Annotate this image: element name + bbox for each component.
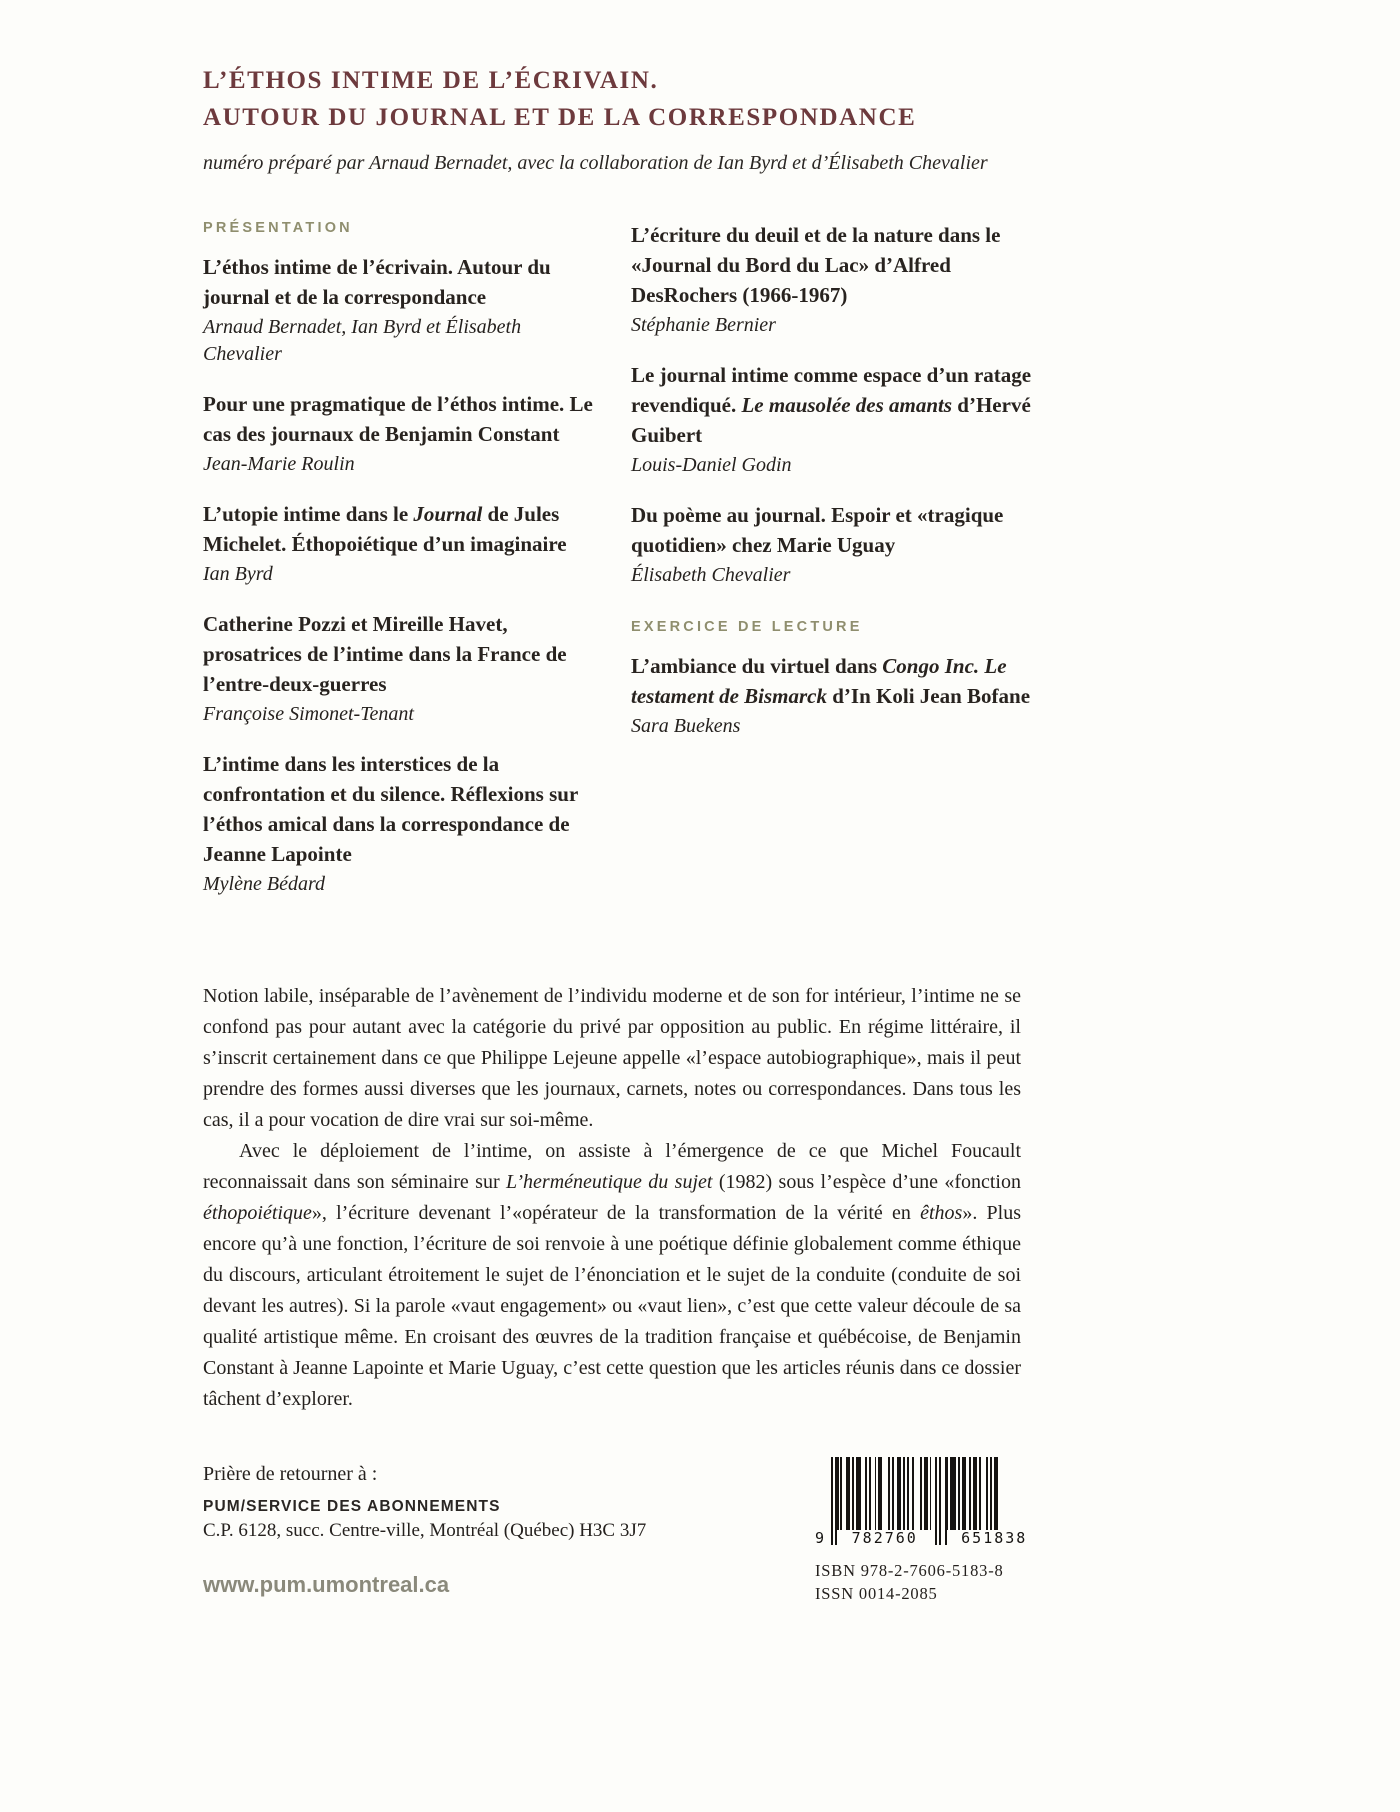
description-paragraph: Notion labile, inséparable de l’avènement de l’individu moderne et de son for intérieur, l’intime ne se confond pas pour autant avec la catégorie du privé par opposition au public. En régime littéraire, il s’inscrit certainement dans ce que Philippe Lejeune appelle «l’espace autobiographique», mais il peut prendre des formes aussi diverses que les journaux, carnets, notes ou correspondances. Dans tous les cas, il a pour vocation de dire vrai sur soi-même. (203, 985, 1021, 1131)
toc-item-title: L’éthos intime de l’écrivain. Autour du journal et de la correspondance (203, 255, 551, 309)
toc-item-author: Jean-Marie Roulin (203, 453, 355, 475)
return-address-block (203, 1463, 646, 1598)
toc-item-title: L’utopie intime dans le Journal de Jules Michelet. Éthopoiétique d’un imaginaire (203, 502, 567, 556)
barcode-digit-lead: 9 (815, 1530, 830, 1547)
isbn-number: ISBN 978-2-7606-5183-8 (815, 1561, 1004, 1580)
toc-item (203, 389, 595, 478)
barcode-digits-left: 782760 (837, 1530, 933, 1547)
toc-item (631, 651, 1035, 740)
toc-item-author: Mylène Bédard (203, 873, 325, 895)
section-label-exercice: EXERCICE DE LECTURE (631, 619, 863, 635)
website-link[interactable]: www.pum.umontreal.ca (203, 1572, 450, 1597)
barcode (815, 1457, 1049, 1545)
toc-left-column (203, 220, 595, 919)
section-label-presentation: PRÉSENTATION (203, 220, 353, 236)
toc-item-author: Françoise Simonet-Tenant (203, 703, 414, 725)
footer (203, 1463, 1055, 1605)
subscription-service: PUM/SERVICE DES ABONNEMENTS (203, 1498, 501, 1515)
issue-subtitle: numéro préparé par Arnaud Bernadet, avec la collaboration de Ian Byrd et d’Élisabeth Chevalier (203, 152, 988, 174)
toc-item (203, 749, 595, 898)
description-paragraph: Avec le déploiement de l’intime, on assiste à l’émergence de ce que Michel Foucault reconnaissait dans son séminaire sur L’herméneutique du sujet (1982) sous l’espèce d’une «fonction éthopoiétique», l’écriture devenant l’«opérateur de la transformation de la vérité en êthos». Plus encore qu’à une fonction, l’écriture de soi renvoie à une poétique définie globalement comme éthique du discours, articulant étroitement le sujet de l’énonciation et le sujet de la conduite (conduite de soi devant les autres). Si la parole «vaut engagement» ou «vaut lien», c’est que cette valeur découle de sa qualité artistique même. En croisant des œuvres de la tradition française et québécoise, de Benjamin Constant à Jeanne Lapointe et Marie Uguay, c’est cette question que les articles réunis dans ce dossier tâchent d’explorer. (203, 1140, 1021, 1410)
toc-item-title: Pour une pragmatique de l’éthos intime. Le cas des journaux de Benjamin Constant (203, 392, 593, 446)
issue-description (203, 981, 1021, 1415)
toc-item-title: Le journal intime comme espace d’un ratage revendiqué. Le mausolée des amants d’Hervé Guibert (631, 363, 1032, 447)
toc-item (631, 500, 1035, 589)
toc-item (203, 499, 595, 588)
toc-item (631, 360, 1035, 479)
toc-item-author: Ian Byrd (203, 563, 273, 585)
toc-item-author: Sara Buekens (631, 715, 741, 737)
toc-item (203, 252, 595, 368)
toc-item (631, 220, 1035, 339)
isbn-block (815, 1457, 1055, 1605)
toc-item-author: Arnaud Bernadet, Ian Byrd et Élisabeth Chevalier (203, 316, 522, 365)
issn-number: ISSN 0014-2085 (815, 1584, 938, 1603)
return-note: Prière de retourner à : (203, 1463, 378, 1485)
toc-item-author: Élisabeth Chevalier (631, 564, 791, 586)
barcode-digits (815, 1530, 1049, 1547)
table-of-contents (203, 220, 1400, 919)
toc-item (203, 609, 595, 728)
toc-item-title: Catherine Pozzi et Mireille Havet, prosatrices de l’intime dans la France de l’entre-deux-guerres (203, 612, 567, 696)
toc-item-title: Du poème au journal. Espoir et «tragique quotidien» chez Marie Uguay (631, 503, 1004, 557)
issue-title-line2: AUTOUR DU JOURNAL ET DE LA CORRESPONDANCE (203, 104, 917, 131)
toc-item-title: L’ambiance du virtuel dans Congo Inc. Le testament de Bismarck d’In Koli Jean Bofane (631, 654, 1031, 708)
toc-item-title: L’intime dans les interstices de la confrontation et du silence. Réflexions sur l’éthos amical dans la correspondance de Jeanne Lapointe (203, 752, 578, 866)
toc-item-title: L’écriture du deuil et de la nature dans le «Journal du Bord du Lac» d’Alfred DesRochers (1966-1967) (631, 223, 1001, 307)
toc-item-author: Stéphanie Bernier (631, 314, 776, 336)
toc-item-author: Louis-Daniel Godin (631, 454, 792, 476)
issue-title (203, 62, 1400, 136)
toc-right-column (631, 220, 1035, 919)
barcode-digits-right: 651838 (947, 1530, 1043, 1547)
issue-header (203, 62, 1400, 176)
issue-title-line1: L’ÉTHOS INTIME DE L’ÉCRIVAIN. (203, 67, 659, 94)
mailing-address: C.P. 6128, succ. Centre-ville, Montréal (Québec) H3C 3J7 (203, 1520, 647, 1541)
